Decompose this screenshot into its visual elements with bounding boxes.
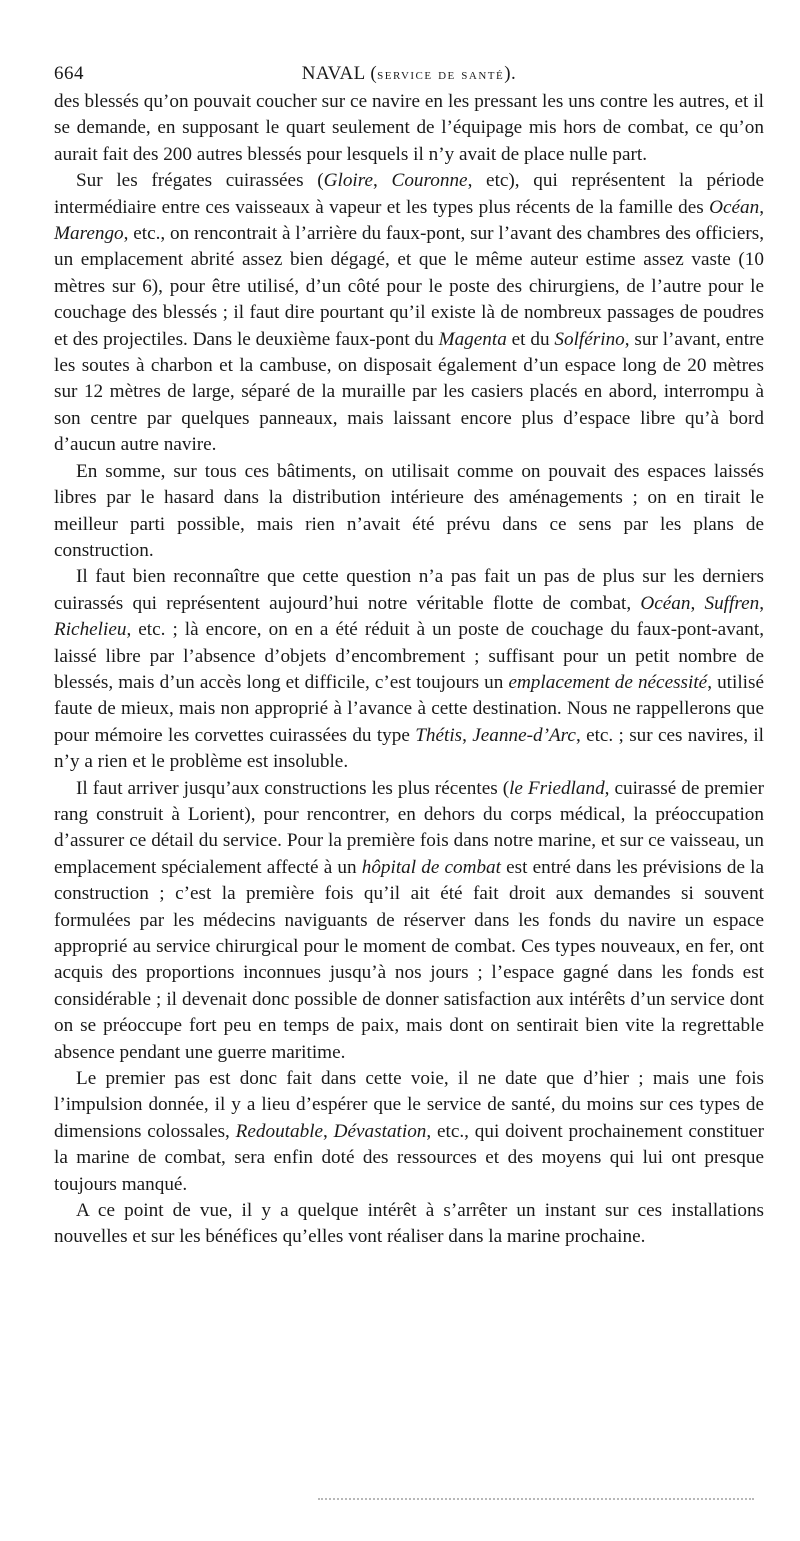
paragraph-p6 xyxy=(54,1066,764,1198)
text-run: Il faut bien reconnaître que cette question n’a pas fait un pas de plus sur les derniers cuirassés qui représentent aujourd’hui notre véritable flotte de combat, xyxy=(54,566,764,614)
text-run: A ce point de vue, il y a quelque intérêt à s’arrêter un instant sur ces installations nouvelles et sur les bénéfices qu’elles vont réaliser dans la marine prochaine. xyxy=(54,1200,764,1248)
running-title-close: ). xyxy=(504,63,517,84)
italic-run: Couronne xyxy=(391,170,468,192)
italic-run: Océan xyxy=(640,592,691,614)
text-run: , etc. ; sur ces navires, il n’y a rien et le problème est insoluble. xyxy=(54,724,764,773)
italic-run: Solférino xyxy=(554,328,625,350)
running-header xyxy=(54,55,764,87)
text-run: , etc., qui doivent prochainement constituer la marine de combat, sera enfin doté des ressources et des moyens qui lui ont presque toujours manqué. xyxy=(54,1120,765,1195)
text-run: , xyxy=(690,592,705,614)
italic-run: Suffren xyxy=(704,592,760,614)
italic-run: le Friedland xyxy=(509,777,605,799)
text-run: et du xyxy=(506,328,555,350)
italic-run: Richelieu xyxy=(54,619,127,641)
italic-run: Redoutable xyxy=(235,1120,324,1142)
paragraph-p5 xyxy=(54,776,764,1066)
paragraph-p7 xyxy=(54,1198,764,1251)
paragraph-p2 xyxy=(54,168,764,458)
italic-run: Thétis xyxy=(415,724,463,746)
text-run: Sur les frégates cuirassées ( xyxy=(76,170,324,192)
body-text xyxy=(54,89,764,1251)
text-run: , xyxy=(323,1120,334,1142)
text-run: , etc. ; là encore, on en a été réduit à un poste de couchage du faux-pont-avant, laissé libre par l’absence d’objets d’encombrement ; suffisant pour un petit nombre de blessés, mais d’un accès long et difficile, c’est toujours un xyxy=(54,619,764,693)
text-run: , etc., on rencontrait à l’arrière du faux-pont, sur l’avant des chambres des officiers, un emplacement abrité assez bien dégagé, et que le même auteur estime assez vaste (10 mètres sur 6), pour être utilisé, d’un côté pour le poste des chirurgiens, de l’autre pour le couchage des blessés ; il faut dire pourtant qu’il existe là de nombreux passages de poudres et des projectiles. Dans le deuxième faux-pont du xyxy=(54,223,764,350)
italic-run: Jeanne-d’Arc xyxy=(472,724,576,746)
text-run: , xyxy=(373,170,392,192)
paragraph-p4 xyxy=(54,564,764,775)
text-run: , xyxy=(759,592,764,614)
footer-dotted-rule xyxy=(318,1498,754,1500)
text-run: , xyxy=(759,196,764,218)
italic-run: Magenta xyxy=(438,328,507,350)
italic-run: Marengo xyxy=(54,223,124,245)
text-run: Il faut arriver jusqu’aux constructions les plus récentes ( xyxy=(76,777,510,799)
running-title-main: NAVAL xyxy=(301,63,366,84)
text-run: des blessés qu’on pouvait coucher sur ce navire en les pressant les uns contre les autres, et il se demande, en supposant le quart seulement de l’équipage mis hors de combat, ce qu’on aurait fait des 200 autres blessés pour lesquels il n’y avait de place nulle part. xyxy=(54,91,764,165)
text-run: , sur l’avant, entre les soutes à charbon et la cambuse, on disposait également d’un espace long de 20 mètres sur 12 mètres de large, séparé de la muraille par les casiers placés en abord, interrompu à son centre par quelques panneaux, mais laissant encore plus d’espace libre qu’à bord d’aucun autre navire. xyxy=(54,328,764,456)
text-run: En somme, sur tous ces bâtiments, on utilisait comme on pouvait des espaces laissés libres par le hasard dans la distribution intérieure des aménagements ; on en tirait le meilleur parti possible, mais rien n’avait été prévu dans ce sens par les plans de construction. xyxy=(54,460,764,561)
running-title xyxy=(54,63,764,85)
text-run: Le premier pas est donc fait dans cette voie, il ne date que d’hier ; mais une fois l’impulsion donnée, il y a lieu d’espérer que le service de santé, du moins sur ces types de dimensions colossales, xyxy=(54,1068,764,1142)
italic-run: emplacement de nécessité xyxy=(508,671,708,693)
text-run: , cuirassé de premier rang construit à Lorient), pour rencontrer, en dehors du corps médical, la préoccupation d’assurer ce détail du service. Pour la première fois dans notre marine, et sur ce vaisseau, un emplacement spécialement affecté à un xyxy=(54,777,764,878)
italic-run: Océan xyxy=(709,196,760,218)
text-run: , xyxy=(462,724,473,746)
running-title-subtitle: service de santé xyxy=(377,66,505,83)
text-run: , utilisé faute de mieux, mais non approprié à l’avance à cette destination. Nous ne rappellerons que pour mémoire les corvettes cuirassées du type xyxy=(54,671,764,746)
text-run: est entré dans les prévisions de la construction ; c’est la première fois qu’il ait été fait droit aux demandes si souvent formulées par les médecins naviguants de réserver dans les fonds du navire un espace approprié au service chirurgical pour le moment de combat. Ces types nouveaux, en fer, ont acquis des proportions inconnues jusqu’à nos jours ; l’espace gagné dans les fonds est considérable ; il devenait donc possible de donner satisfaction aux intérêts d’un service dont on se préoccupe fort peu en temps de paix, mais dont on sentirait bien vite la regrettable absence pendant une guerre maritime. xyxy=(54,856,765,1063)
italic-run: Dévastation xyxy=(333,1120,427,1142)
paragraph-p3 xyxy=(54,459,764,565)
text-run: , etc), qui représentent la période intermédiaire entre ces vaisseaux à vapeur et les types plus récents de la famille des xyxy=(54,170,765,218)
page-number: 664 xyxy=(54,63,84,84)
italic-run: Gloire xyxy=(323,170,374,192)
running-title-open: ( xyxy=(365,63,378,84)
paragraph-p1 xyxy=(54,89,764,168)
italic-run: hôpital de combat xyxy=(361,856,501,878)
